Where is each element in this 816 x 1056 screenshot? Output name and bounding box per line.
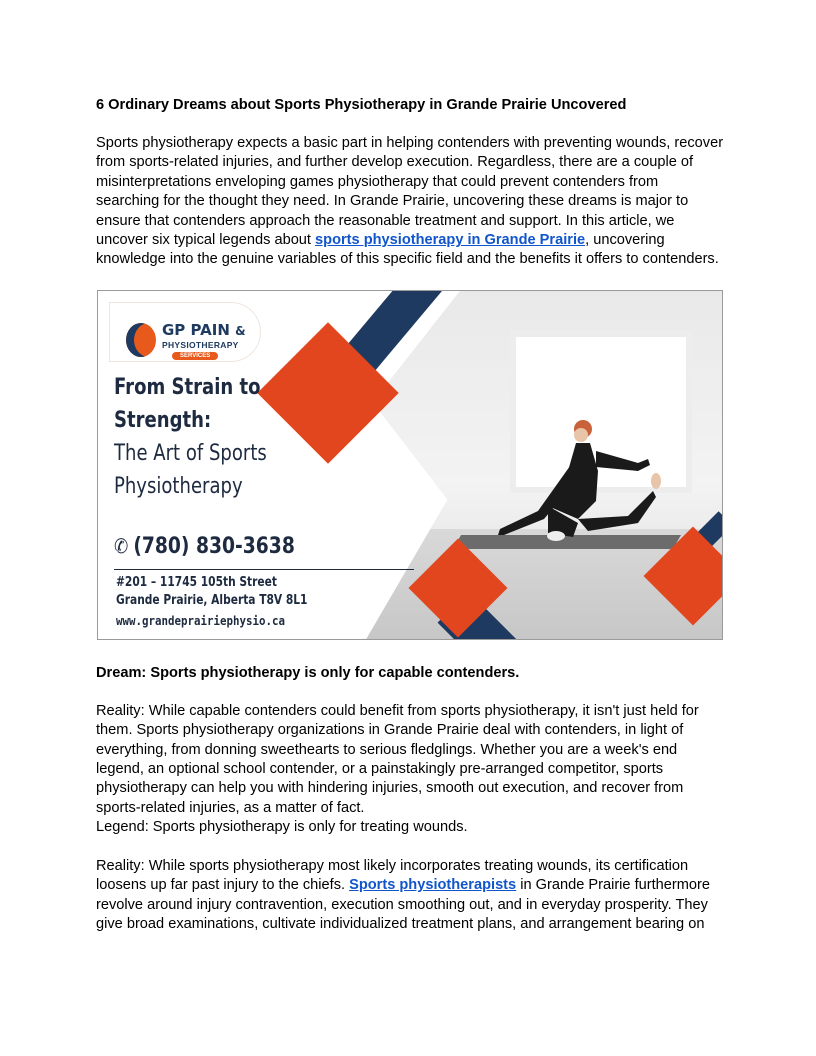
website-url: www.grandeprairiephysio.ca <box>116 613 286 628</box>
reality-paragraph-1: Reality: While capable contenders could benefit from sports physiotherapy, it isn't just held for them. Sports physiotherapy organizations in Grande Prairie deal with contenders, in light of everything, from donning sweethearts to serious fledglings. Whether you are a week's end legend, an optional school contender, or a painstakingly pre-arranged competitor, sports physiotherapy can help you with hindering injuries, smooth out execution, and recover from sports-related injuries, as a matter of fact. <box>96 702 699 816</box>
address-line-1: #201 – 11745 105th Street <box>116 574 277 590</box>
clinic-address <box>116 574 307 610</box>
intro-paragraph <box>96 134 724 270</box>
intro-text-end: , uncovering knowledge into the genuine variables of this specific field and the benefits it offers to contenders. <box>96 232 719 268</box>
headline-line-4: Physiotherapy <box>114 473 243 499</box>
sports-physiotherapists-link[interactable]: Sports physiotherapists <box>349 877 517 894</box>
address-line-2: Grande Prairie, Alberta T8V 8L1 <box>116 592 308 608</box>
legend-paragraph: Legend: Sports physiotherapy is only for treating wounds. <box>96 819 468 836</box>
phone-number <box>114 534 295 559</box>
woman-stretching-figure <box>478 411 678 561</box>
headline-line-3: The Art of Sports <box>114 440 267 466</box>
reality-text-end: in Grande Prairie furthermore revolve around injury contravention, execution smoothing out, and in everyday prosperity. They give broad examinations, cultivate individualized treatment plans, and arrangement bearing on <box>96 877 711 932</box>
reality-text: Reality: While sports physiotherapy most likely incorporates treating wounds, its certification loosens up far past injury to the chiefs. <box>96 857 689 894</box>
logo-tag: SERVICES <box>172 352 218 360</box>
divider <box>114 569 414 571</box>
reality-paragraph-2 <box>96 857 724 935</box>
document-page <box>96 96 724 934</box>
phone-icon: ✆ <box>114 533 129 558</box>
phone-text: (780) 830-3638 <box>133 533 295 559</box>
promo-banner-image <box>97 290 723 640</box>
headline-line-1: From Strain to <box>114 374 261 400</box>
sports-physiotherapy-link[interactable]: sports physiotherapy in Grande Prairie <box>315 232 586 249</box>
intro-text: Sports physiotherapy expects a basic part in helping contenders with preventing wounds, recover from sports-related injuries, and further develop execution. Regardless, there are a couple of misinterpretations enveloping games physiotherapy that could prevent contenders from searching for the thought they need. In Grande Prairie, uncovering these dreams is major to ensure that contenders approach the reasonable treatment and support. In this article, we uncover six typical legends about <box>96 135 724 249</box>
logo-name: GP PAIN <box>162 320 230 339</box>
section-heading: Dream: Sports physiotherapy is only for capable contenders. <box>96 664 520 681</box>
banner-headline <box>114 371 344 503</box>
document-title: 6 Ordinary Dreams about Sports Physiotherapy in Grande Prairie Uncovered <box>96 97 627 113</box>
headline-line-2: Strength: <box>114 407 212 433</box>
clinic-logo <box>110 303 260 361</box>
logo-subtitle: PHYSIOTHERAPY <box>162 339 239 350</box>
logo-mark-icon <box>126 323 156 357</box>
logo-ampersand: & <box>235 323 246 338</box>
